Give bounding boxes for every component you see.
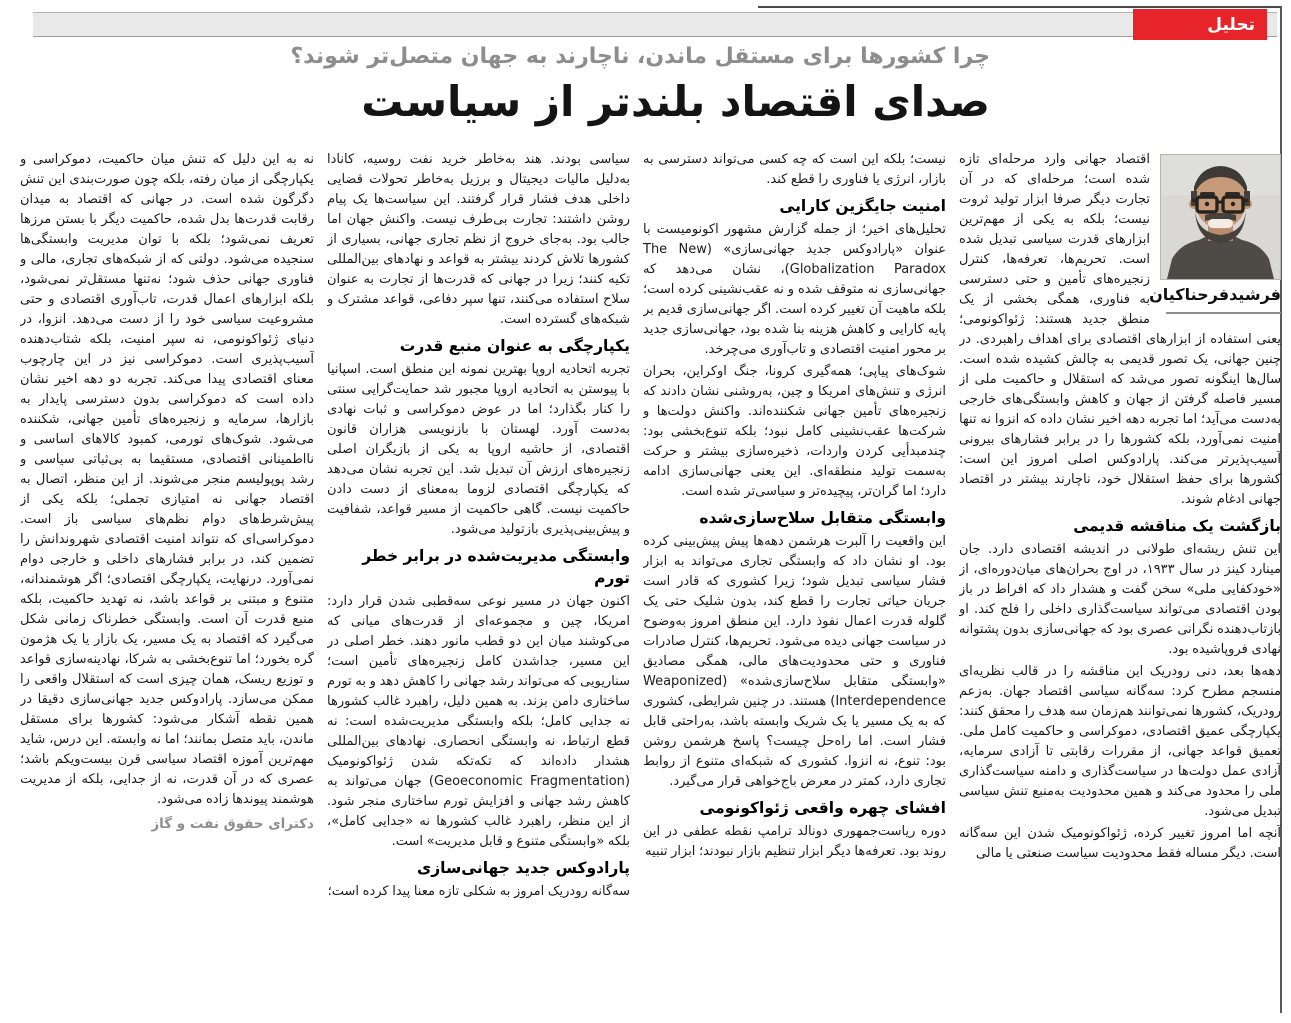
- article-paragraph: آنچه اما امروز تغییر کرده، ژئواکونومیک شدن این سه‌گانه است. دیگر مساله فقط محدودیت سیاست صنعتی یا مالی: [959, 826, 1281, 861]
- section-tab-analysis: [1133, 9, 1267, 40]
- article-paragraph: این واقعیت را آلبرت هرشمن دهه‌ها پیش پیش‌بینی کرده بود. او نشان داد که وابستگی تجاری می‌تواند به ابزار فشار سیاسی تبدیل شود؛ زیرا کشوری که قادر است جریان حیاتی تجارت را قطع کند، بدون شلیک حتی یک گلوله قدرت اعمال نفوذ دارد. این منطق امروز به‌وضوح در سیاست جهانی دیده می‌شود. تحریم‌ها، کنترل صادرات فناوری و حتی محدودیت‌های مالی، همگی مصادیق «وابستگی متقابل سلاح‌سازی‌شده» (Weaponized Interdependence) هستند. در چنین شرایطی، کشوری که به یک مسیر یا یک شریک وابسته باشد، به‌راحتی قابل فشار است. اما راه‌حل چیست؟ پاسخ هرشمن روشن بود: تنوع، نه انزوا. کشوری که شبکه‌ای متنوع از روابط تجاری دارد، کمتر در معرض باج‌خواهی قرار می‌گیرد.: [643, 534, 946, 789]
- author-name: فرشیدفرحناکیان: [1149, 285, 1281, 304]
- article-column-3: [327, 150, 630, 1012]
- author-name-rule: [1166, 312, 1281, 314]
- section-heading: افشای چهره واقعی ژئواکونومی: [699, 799, 946, 817]
- page-title: صدای اقتصاد بلندتر از سیاست: [361, 77, 990, 126]
- author-figure: [1149, 154, 1281, 314]
- article-paragraph: سیاسی بودند. هند به‌خاطر خرید نفت روسیه، کانادا به‌دلیل مالیات دیجیتال و برزیل به‌خاطر تحولات قضایی داخلی هدف فشار قرار گرفتند. این سیاست‌ها یک پیام روشن داشتند: تجارت بی‌طرف نیست. واکنش جهان اما جالب بود. به‌جای خروج از نظم تجاری جهانی، بسیاری از کشورها تلاش کردند بیشتر به قواعد و نهادهای بین‌المللی تکیه کنند؛ زیرا در جهانی که قدرت‌ها از تجارت به عنوان سلاح استفاده می‌کنند، تنها سپر دفاعی، قواعد مشترک و شبکه‌های گسترده است.: [327, 152, 630, 327]
- section-heading: یکپارچگی به عنوان منبع قدرت: [399, 337, 630, 355]
- section-heading: امنیت جایگزین کارایی: [779, 197, 946, 215]
- article-paragraph: نیست؛ بلکه این است که چه کسی می‌تواند دسترسی به بازار، انرژی یا فناوری را قطع کند.: [643, 152, 946, 187]
- section-heading: بازگشت یک مناقشه قدیمی: [1073, 517, 1281, 535]
- section-heading: وابستگی مدیریت‌شده در برابر خطر تورم: [362, 547, 630, 587]
- section-heading: وابستگی متقابل سلاح‌سازی‌شده: [699, 509, 946, 527]
- article-paragraph: اقتصاد جهانی وارد مرحله‌ای تازه شده است؛ مرحله‌ای که در آن تجارت دیگر صرفا ابزار تولید ثروت نیست؛ بلکه به یکی از مهم‌ترین ابزارهای قدرت سیاسی تبدیل شده است. تحریم‌ها، تعرفه‌ها، کنترل زنجیره‌های تأمین و حتی دسترسی به فناوری، همگی بخشی از یک منطق جدید هستند: ژئواکونومی؛ یعنی استفاده از ابزارهای اقتصادی برای اهداف راهبردی. در چنین جهانی، یک تصور قدیمی به چالش کشیده شده است. سال‌ها اینگونه تصور می‌شد که استقلال و حاکمیت ملی از مسیر فاصله گرفتن از جهان و کاهش وابستگی‌های خارجی به‌دست می‌آید؛ اما تجربه دهه اخیر نشان داده که انزوا نه تنها امنیت نمی‌آورد، بلکه کشورها را در برابر فشارهای بیرونی آسیب‌پذیرتر می‌کند. پارادوکس اصلی امروز این است: کشورها برای حفظ استقلال خود، ناچارند بیشتر در اقتصاد جهانی ادغام شوند.: [959, 152, 1281, 507]
- article-column-4: [20, 150, 314, 1012]
- article-paragraph: نه به این دلیل که تنش میان حاکمیت، دموکراسی و یکپارچگی از میان رفته، بلکه چون صورت‌بندی این تنش دگرگون شده است. در جهانی که اقتصاد به میدان رقابت قدرت‌ها بدل شده، حاکمیت دیگر با بستن مرزها تعریف نمی‌شود؛ بلکه با توان مدیریت وابستگی‌ها سنجیده می‌شود. دولتی که از شبکه‌های تجاری، مالی و فناوری جهانی حذف شود؛ نه‌تنها مستقل‌تر نمی‌شود، بلکه ابزارهای اعمال قدرت، تاب‌آوری اقتصادی و حتی مشروعیت سیاسی خود را از دست می‌دهد. انزوا، در دنیای ژئواکونومی، نه سپر امنیت، بلکه شتاب‌دهنده آسیب‌پذیری است. دموکراسی نیز در این چارچوب معنای اقتصادی پیدا می‌کند. تجربه دو دهه اخیر نشان داده است که دموکراسی بدون دسترسی پایدار به بازارها، سرمایه و زنجیره‌های تأمین جهانی، شکننده می‌شود. شوک‌های تورمی، کمبود کالاهای اساسی و نااطمینانی اقتصادی، مستقیما به بی‌ثباتی سیاسی و رشد پوپولیسم منجر می‌شوند. از این منظر، اتصال به اقتصاد جهانی نه امتیازی تجملی؛ بلکه یکی از پیش‌شرط‌های دوام نظم‌های سیاسی باز است. دموکراسی‌ای که نتواند امنیت اقتصادی شهروندانش را تضمین کند، در برابر فشارهای داخلی و خارجی دوام نمی‌آورد. درنهایت، یکپارچگی اقتصادی؛ اگر هوشمندانه، متنوع و مبتنی بر قواعد باشد، نه تهدید حاکمیت، بلکه منبع قدرت آن است. وابستگی خطرناک زمانی شکل می‌گیرد که اقتصاد به یک مسیر، یک بازار یا یک هژمون گره بخورد؛ اما تنوع‌بخشی به شرکا، نهادینه‌سازی قواعد و توزیع ریسک، همان چیزی است که استقلال واقعی را ممکن می‌سازد. پارادوکس جدید جهانی‌سازی دقیقا در همین نقطه آشکار می‌شود: کشورها برای مستقل ماندن، باید متصل بمانند؛ اما نه وابسته. این درس، شاید مهم‌ترین آموزه اقتصاد سیاسی قرن بیست‌ویکم باشد؛ عصری که در آن قدرت، نه از جدایی، بلکه از مدیریت هوشمند پیوندها زاده می‌شود.: [20, 152, 314, 807]
- article-paragraph: شوک‌های پیاپی؛ همه‌گیری کرونا، جنگ اوکراین، بحران انرژی و تنش‌های امریکا و چین، به‌روشنی نشان دادند که زنجیره‌های تأمین جهانی شکننده‌اند. واکنش دولت‌ها و شرکت‌ها عقب‌نشینی کامل نبود؛ بلکه تنوع‌بخشی بود: چندمبدأیی کردن واردات، ذخیره‌سازی بیشتر و حرکت به‌سمت تولید منطقه‌ای. این یعنی جهانی‌سازی ادامه دارد؛ اما گران‌تر، پیچیده‌تر و سیاسی‌تر شده است.: [643, 364, 946, 499]
- article-paragraph: دهه‌ها بعد، دنی رودریک این مناقشه را در قالب نظریه‌ای منسجم مطرح کرد: سه‌گانه سیاسی اقتصاد جهان. به‌زعم رودریک، کشورها نمی‌توانند هم‌زمان سه هدف را محقق کنند: یکپارچگی عمیق اقتصادی، دموکراسی و حاکمیت کامل ملی. تعمیق قواعد جهانی، از مقررات رقابتی تا آزادی سرمایه، آزادی عمل دولت‌ها در سیاست‌گذاری و دامنه سیاست‌گذاری ملی را محدود می‌کند و همین محدودیت به‌منبع تنش سیاسی تبدیل می‌شود.: [959, 664, 1281, 819]
- author-photo: [1160, 154, 1281, 280]
- article-header: [290, 42, 990, 128]
- section-tab-label: تحلیل: [1207, 14, 1255, 35]
- article-paragraph: این تنش ریشه‌ای طولانی در اندیشه اقتصادی دارد. جان مینارد کینز در سال ۱۹۳۳، در اوج بحران‌های میان‌دوره‌ای، از «خودکفایی ملی» سخن گفت و هشدار داد که افراط در باز بودن اقتصادی می‌تواند سیاست‌گذاری داخلی را فلج کند. او بازتاب‌دهنده نگرانی عصری بود که جهانی‌سازی بدون پشتوانه نهادی فروپاشیده بود.: [959, 542, 1281, 657]
- article-paragraph: سه‌گانه رودریک امروز به شکلی تازه معنا پیدا کرده است؛: [327, 884, 630, 899]
- article-column-2: [643, 150, 946, 1012]
- article-paragraph: اکنون جهان در مسیر نوعی سه‌قطبی شدن قرار دارد: امریکا، چین و مجموعه‌ای از قدرت‌های میانی که می‌کوشند میان این دو قطب مانور دهند. خطر اصلی در این مسیر، جداشدن کامل زنجیره‌های تأمین است؛ سناریویی که می‌تواند رشد جهانی را کاهش دهد و به تورم ساختاری دامن بزند. به همین دلیل، راهبرد غالب کشورها نه جدایی کامل؛ بلکه وابستگی مدیریت‌شده است: نه قطع ارتباط، نه وابستگی انحصاری. نهادهای بین‌المللی هشدار داده‌اند که تکه‌تکه شدن ژئواکونومیک (Geoeconomic Fragmentation) جهان می‌تواند به کاهش رشد جهانی و افزایش تورم ساختاری منجر شود. از این منظر، راهبرد غالب کشورها نه «جدایی کامل»، بلکه «وابستگی متنوع و قابل مدیریت» است.: [327, 594, 630, 849]
- article-column-1: [959, 150, 1281, 1012]
- article-paragraph: تحلیل‌های اخیر؛ از جمله گزارش مشهور اکونومیست با عنوان «پارادوکس جدید جهانی‌سازی» (The New Globalization Paradox)، نشان می‌دهد که جهانی‌سازی نه متوقف شده و نه عقب‌نشینی کرده است؛ بلکه ماهیت آن تغییر کرده است. اگر جهانی‌سازی قدیم بر پایه کارایی و کاهش هزینه بنا شده بود، جهانی‌سازی جدید بر محور امنیت اقتصادی و تاب‌آوری می‌چرخد.: [643, 222, 946, 357]
- section-bar: [33, 12, 1277, 37]
- top-rule: [758, 6, 1281, 8]
- kicker: چرا کشورها برای مستقل ماندن، ناچارند به جهان متصل‌تر شوند؟: [290, 44, 990, 69]
- author-credential: دکترای حقوق نفت و گاز: [151, 816, 314, 832]
- article-paragraph: تجربه اتحادیه اروپا بهترین نمونه این منطق است. اسپانیا با پیوستن به اتحادیه اروپا مجبور شد حمایت‌گرایی سنتی را کنار بگذارد؛ اما در عوض دموکراسی و ثبات نهادی به‌دست آورد. لهستان با بازنویسی هزاران قانون اقتصادی، از حاشیه اروپا به یکی از بازیگران اصلی زنجیره‌های ارزش آن تبدیل شد. این تجربه نشان می‌دهد که یکپارچگی اقتصادی لزوما به‌معنای از دست دادن حاکمیت نیست. گاهی حاکمیت از مسیر قواعد، شفافیت و پیش‌بینی‌پذیری بازتولید می‌شود.: [327, 362, 630, 537]
- article-paragraph: دوره ریاست‌جمهوری دونالد ترامپ نقطه عطفی در این روند بود. تعرفه‌ها دیگر ابزار تنظیم بازار نبودند؛ ابزار تنبیه: [643, 824, 946, 859]
- article-columns: [20, 150, 1281, 1012]
- section-heading: پارادوکس جدید جهانی‌سازی: [417, 859, 630, 877]
